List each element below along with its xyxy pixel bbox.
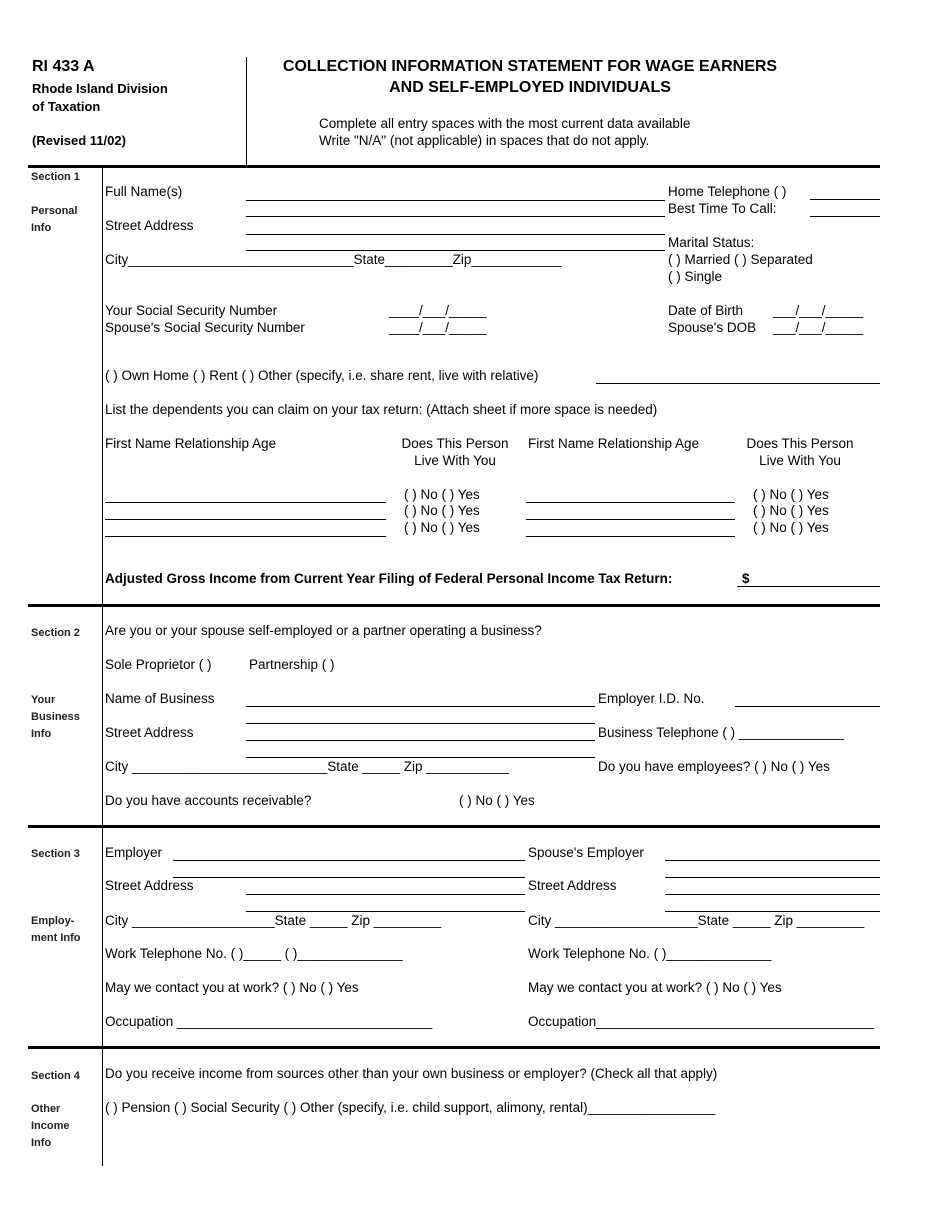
- other-income-question: Do you receive income from sources other than your own business or employer? (Check all that apply): [105, 1066, 718, 1081]
- dependent-field-right[interactable]: [526, 502, 735, 503]
- section3-side-2: ment Info: [31, 932, 81, 944]
- business-name-field[interactable]: [246, 706, 595, 707]
- full-name-field-2[interactable]: [246, 216, 665, 217]
- section2-side-2: Business: [31, 711, 80, 723]
- section1-side-2: Info: [31, 222, 52, 234]
- other-income-options[interactable]: ( ) Pension ( ) Social Security ( ) Other (specify, i.e. child support, alimony, rental)_________________: [105, 1100, 716, 1115]
- business-name-label: Name of Business: [105, 691, 215, 706]
- spouse-contact-at-work[interactable]: May we contact you at work? ( ) No ( ) Yes: [528, 980, 782, 995]
- occupation-field[interactable]: Occupation __________________________________: [105, 1014, 433, 1029]
- dob-field[interactable]: ___/___/_____: [773, 303, 864, 318]
- home-telephone-label: Home Telephone ( ): [668, 184, 787, 199]
- marital-single[interactable]: ( ) Single: [668, 269, 723, 284]
- business-city-state-zip[interactable]: City __________________________State _____ Zip ___________: [105, 759, 509, 774]
- agency-name: Rhode Island Division: [32, 81, 168, 96]
- business-street-field[interactable]: [246, 723, 595, 724]
- spouse-employer-street-field-3[interactable]: [665, 911, 880, 912]
- dependents-columns: First Name Relationship Age: [105, 436, 277, 451]
- dependent-field[interactable]: [105, 519, 386, 520]
- header-divider: [246, 57, 247, 165]
- form-title: COLLECTION INFORMATION STATEMENT FOR WAGE EARNERS: [282, 58, 778, 75]
- section2-label: Section 2: [31, 627, 80, 639]
- sole-proprietor-option[interactable]: Sole Proprietor ( ): [105, 657, 212, 672]
- lives-with-you-option[interactable]: ( ) No ( ) Yes: [404, 503, 480, 518]
- agi-field[interactable]: [737, 586, 880, 587]
- employer-id-field[interactable]: [735, 706, 880, 707]
- contact-at-work[interactable]: May we contact you at work? ( ) No ( ) Yes: [105, 980, 359, 995]
- street-address-field[interactable]: [246, 234, 665, 235]
- receivable-options[interactable]: ( ) No ( ) Yes: [459, 793, 535, 808]
- self-employed-question: Are you or your spouse self-employed or a partner operating a business?: [105, 623, 542, 638]
- agency-name-2: of Taxation: [32, 99, 101, 114]
- section-divider: [28, 165, 880, 168]
- sidebar-divider: [102, 166, 103, 1166]
- revision-date: (Revised 11/02): [32, 133, 126, 148]
- employer-street-field[interactable]: [173, 877, 525, 878]
- employees-question[interactable]: Do you have employees? ( ) No ( ) Yes: [598, 759, 830, 774]
- spouse-ssn-label: Spouse's Social Security Number: [105, 320, 305, 335]
- employer-label: Employer: [105, 845, 163, 860]
- lives-with-you-header: Does This Person: [401, 436, 509, 451]
- spouse-work-telephone[interactable]: Work Telephone No. ( )______________: [528, 946, 772, 961]
- dependent-field[interactable]: [105, 536, 386, 537]
- ssn-label: Your Social Security Number: [105, 303, 278, 318]
- employer-city-state-zip[interactable]: City ___________________State _____ Zip _________: [105, 913, 442, 928]
- form-title-2: AND SELF-EMPLOYED INDIVIDUALS: [389, 79, 671, 96]
- full-name-field[interactable]: [246, 200, 665, 201]
- spouse-employer-label: Spouse's Employer: [528, 845, 644, 860]
- lives-with-you-header-right-2: Live With You: [759, 453, 841, 468]
- marital-options[interactable]: ( ) Married ( ) Separated: [668, 252, 813, 267]
- section-divider: [28, 1046, 880, 1049]
- employer-street-field-3[interactable]: [246, 911, 525, 912]
- section4-side-2: Income: [31, 1120, 70, 1132]
- ssn-field[interactable]: ____/___/_____: [389, 303, 487, 318]
- section-divider: [28, 604, 880, 607]
- section4-label: Section 4: [31, 1070, 80, 1082]
- lives-with-you-option-right[interactable]: ( ) No ( ) Yes: [753, 503, 829, 518]
- spouse-employer-street-field-2[interactable]: [665, 894, 880, 895]
- receivable-question: Do you have accounts receivable?: [105, 793, 312, 808]
- best-time-field[interactable]: [810, 216, 880, 217]
- lives-with-you-option[interactable]: ( ) No ( ) Yes: [404, 520, 480, 535]
- spouse-employer-city-state-zip[interactable]: City ___________________State _____ Zip _________: [528, 913, 865, 928]
- dollar-sign: $: [742, 571, 750, 586]
- section1-side: Personal: [31, 205, 78, 217]
- section-divider: [28, 825, 880, 828]
- dependent-field-right[interactable]: [526, 536, 735, 537]
- employer-street-field-2[interactable]: [246, 894, 525, 895]
- partnership-option[interactable]: Partnership ( ): [249, 657, 335, 672]
- work-telephone[interactable]: Work Telephone No. ( )_____ ( )______________: [105, 946, 403, 961]
- spouse-dob-label: Spouse's DOB: [668, 320, 757, 335]
- section3-side: Employ-: [31, 915, 75, 927]
- dob-label: Date of Birth: [668, 303, 744, 318]
- agi-label: Adjusted Gross Income from Current Year Filing of Federal Personal Income Tax Return:: [105, 571, 673, 586]
- dependents-intro: List the dependents you can claim on your tax return: (Attach sheet if more space is needed): [105, 402, 658, 417]
- lives-with-you-header-2: Live With You: [414, 453, 496, 468]
- lives-with-you-option-right[interactable]: ( ) No ( ) Yes: [753, 520, 829, 535]
- section3-label: Section 3: [31, 848, 80, 860]
- marital-status-label: Marital Status:: [668, 235, 755, 250]
- full-name-label: Full Name(s): [105, 184, 183, 199]
- instructions-2: Write "N/A" (not applicable) in spaces that do not apply.: [319, 133, 650, 148]
- employer-field[interactable]: [173, 860, 525, 861]
- spouse-employer-street-field[interactable]: [665, 877, 880, 878]
- dependent-field-right[interactable]: [526, 519, 735, 520]
- street-address-field-2[interactable]: [246, 250, 665, 251]
- housing-other-field[interactable]: [596, 383, 880, 384]
- instructions: Complete all entry spaces with the most current data available: [319, 116, 691, 131]
- section1-label: Section 1: [31, 171, 80, 183]
- lives-with-you-option[interactable]: ( ) No ( ) Yes: [404, 487, 480, 502]
- spouse-ssn-field[interactable]: ____/___/_____: [389, 320, 487, 335]
- business-street-label: Street Address: [105, 725, 194, 740]
- section2-side: Your: [31, 694, 56, 706]
- housing-options[interactable]: ( ) Own Home ( ) Rent ( ) Other (specify, i.e. share rent, live with relative): [105, 368, 539, 383]
- home-telephone-field[interactable]: [810, 199, 880, 200]
- best-time-label: Best Time To Call:: [668, 201, 777, 216]
- section4-side-3: Info: [31, 1137, 52, 1149]
- employer-street-label: Street Address: [105, 878, 194, 893]
- business-telephone[interactable]: Business Telephone ( ) ______________: [598, 725, 844, 740]
- section4-side: Other: [31, 1103, 61, 1115]
- spouse-occupation-field[interactable]: Occupation_____________________________________: [528, 1014, 875, 1029]
- city-state-zip[interactable]: City______________________________State_________Zip____________: [105, 252, 562, 267]
- spouse-employer-field[interactable]: [665, 860, 880, 861]
- street-address-label: Street Address: [105, 218, 194, 233]
- lives-with-you-header-right: Does This Person: [746, 436, 854, 451]
- business-street-field-3[interactable]: [246, 757, 595, 758]
- form-id: RI 433 A: [32, 58, 95, 75]
- spouse-dob-field[interactable]: ___/___/_____: [773, 320, 864, 335]
- dependents-columns-right: First Name Relationship Age: [528, 436, 700, 451]
- business-street-field-2[interactable]: [246, 740, 595, 741]
- lives-with-you-option-right[interactable]: ( ) No ( ) Yes: [753, 487, 829, 502]
- dependent-field[interactable]: [105, 502, 386, 503]
- spouse-employer-street-label: Street Address: [528, 878, 617, 893]
- employer-id-label: Employer I.D. No.: [598, 691, 705, 706]
- section2-side-3: Info: [31, 728, 52, 740]
